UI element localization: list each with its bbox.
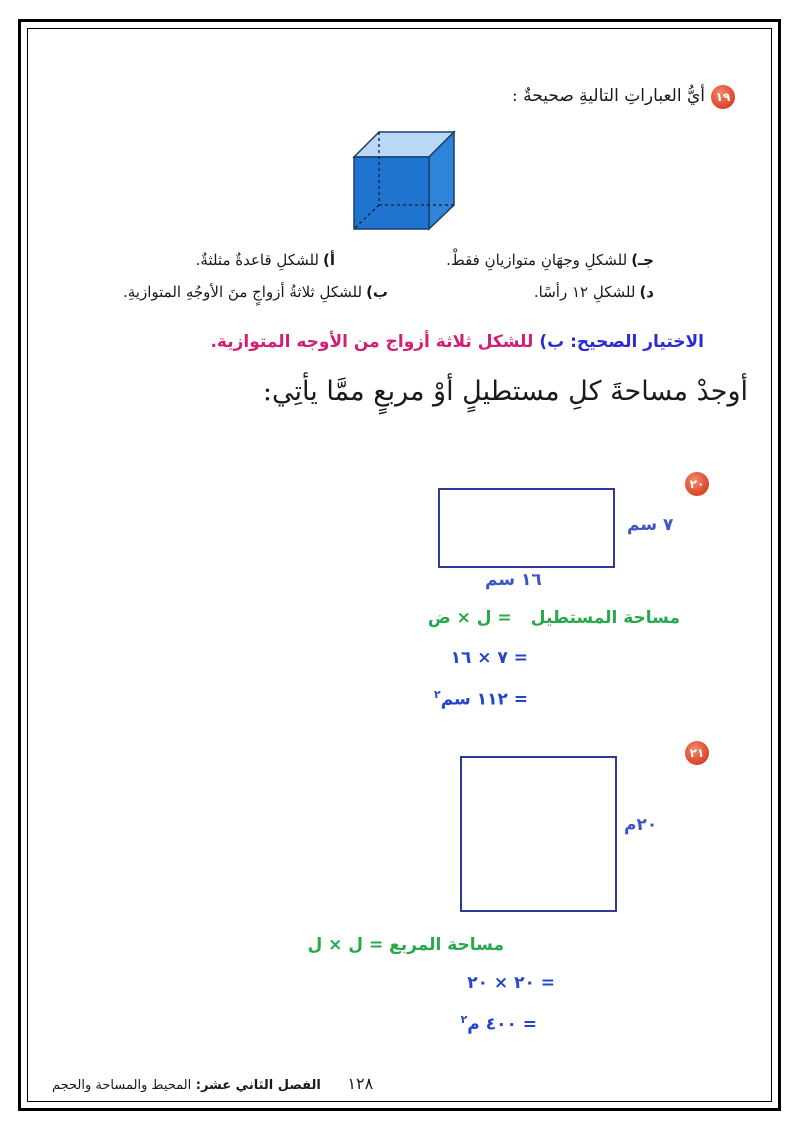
cube-figure — [350, 128, 460, 232]
rectangle-figure — [438, 488, 615, 568]
page-number: ١٢٨ — [347, 1074, 374, 1093]
question-21-badge: ٢١ — [685, 741, 709, 765]
chapter-title: المحيط والمساحة والحجم — [52, 1078, 192, 1093]
page-footer — [52, 1074, 373, 1093]
question-19-badge: ١٩ — [711, 85, 735, 109]
option-c: جـ)للشكلِ وجهَانِ متوازيانِ فقطْ. — [446, 251, 654, 269]
option-d: د)للشكلِ ١٢ رأسًا. — [533, 283, 654, 301]
question-20-badge: ٢٠ — [685, 472, 709, 496]
chapter-label: الفصل الثاني عشر: — [195, 1078, 321, 1093]
section-heading: أوجدْ مساحةَ كلِ مستطيلٍ أوْ مربعٍ ممَّا يأتِي: — [262, 376, 748, 407]
square-figure — [460, 756, 617, 912]
question-19-prompt: أيُّ العباراتِ التاليةِ صحيحةٌ : — [512, 86, 705, 106]
square-step-1: = ٢٠ × ٢٠ — [467, 973, 555, 993]
rectangle-length-label: ١٦ سم — [485, 570, 542, 590]
option-b: ب)للشكلِ ثلاثةُ أزواجٍ منَ الأوجُهِ المتوازيةِ. — [123, 283, 388, 301]
option-a: أ)للشكلِ قاعدةٌ مثلثةٌ. — [195, 251, 335, 269]
rectangle-step-2: = ١١٢ سم$^٢$ — [434, 688, 528, 710]
square-area-formula: مساحة المربع = ل × ل — [307, 935, 504, 955]
square-step-2: = ٤٠٠ م$^٢$ — [460, 1013, 537, 1035]
answer-19: الاختيار الصحيح: ب) للشكل ثلاثة أزواج من الأوجه المتوازية. — [210, 332, 704, 352]
rectangle-step-1: = ٧ × ١٦ — [450, 648, 528, 668]
rectangle-width-label: ٧ سم — [627, 515, 674, 535]
rectangle-area-formula: مساحة المستطيل = ل × ض — [427, 608, 680, 628]
square-side-label: ٢٠م — [624, 815, 658, 835]
